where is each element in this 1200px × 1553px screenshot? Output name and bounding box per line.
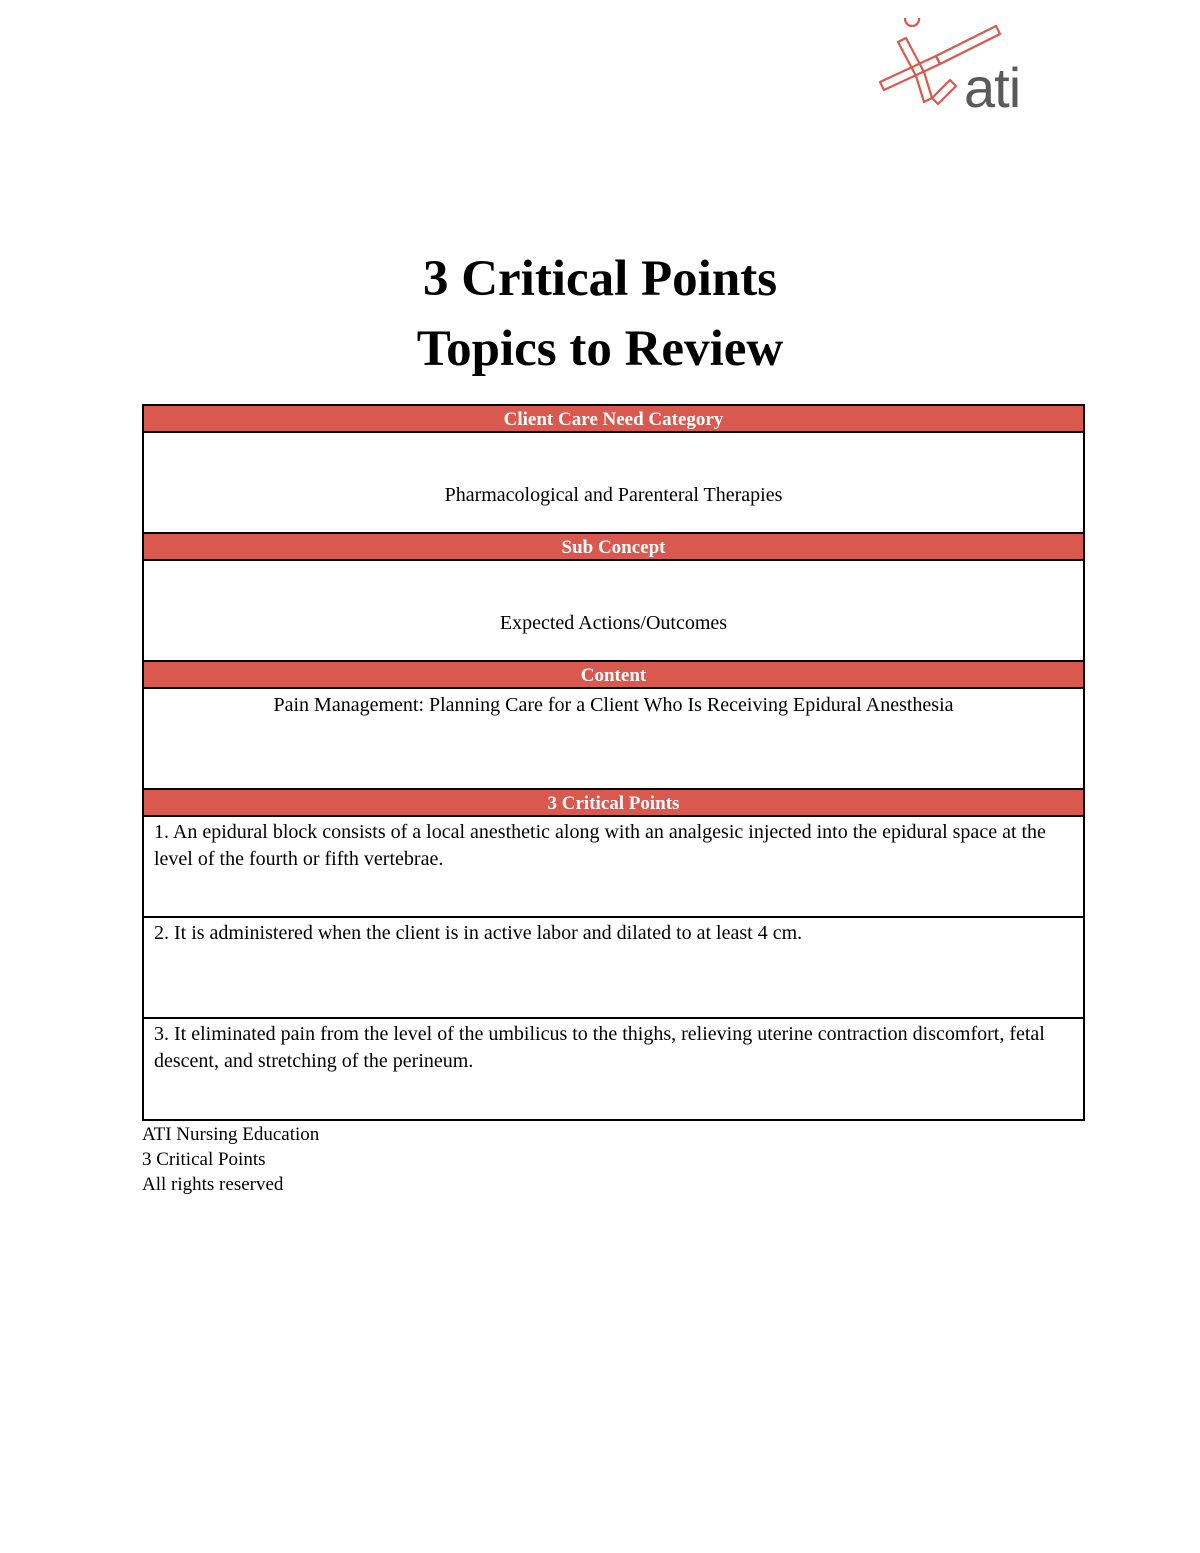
logo-text: ati: [964, 56, 1021, 119]
page-title: [0, 244, 1200, 384]
footer-line-2: 3 Critical Points: [142, 1149, 266, 1170]
footer-line-3: All rights reserved: [142, 1174, 284, 1195]
footer: [142, 1122, 319, 1197]
sub-concept-value: Expected Actions/Outcomes: [144, 561, 1083, 662]
critical-point-1: 1. An epidural block consists of a local anesthetic along with an analgesic injected into the epidural space at the level of the fourth or fifth vertebrae.: [144, 817, 1083, 918]
content-header: Content: [144, 662, 1083, 689]
critical-point-3: 3. It eliminated pain from the level of the umbilicus to the thighs, relieving uterine contraction discomfort, fetal descent, and stretching of the perineum.: [154, 1023, 1045, 1072]
critical-points-form: [142, 404, 1085, 1121]
critical-point-2: 2. It is administered when the client is in active labor and dilated to at least 4 cm.: [144, 918, 1083, 1019]
client-care-value: Pharmacological and Parenteral Therapies: [144, 433, 1083, 534]
title-line-1: 3 Critical Points: [422, 251, 778, 307]
content-value: Pain Management: Planning Care for a Client Who Is Receiving Epidural Anesthesia: [144, 689, 1083, 790]
critical-points-header: 3 Critical Points: [144, 790, 1083, 817]
title-line-2: Topics to Review: [416, 321, 784, 377]
sub-concept-header: Sub Concept: [144, 534, 1083, 561]
ati-logo: [876, 18, 1056, 118]
client-care-header: Client Care Need Category: [144, 406, 1083, 433]
footer-line-1: ATI Nursing Education: [142, 1124, 320, 1145]
